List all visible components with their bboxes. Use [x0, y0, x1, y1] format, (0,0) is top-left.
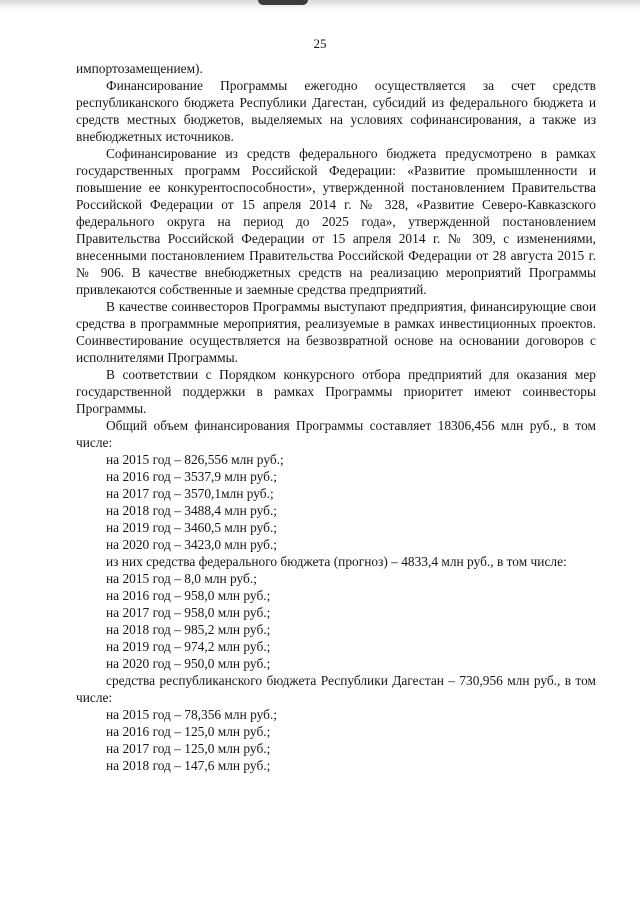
list-item: на 2016 год – 125,0 млн руб.;	[106, 724, 271, 739]
paragraph-coinvestors: В качестве соинвесторов Программы выступают предприятия, финансирующие свои средства в программные мероприятия, реализуемые в рамках инвестиционных проектов. Соинвестирование осуществляется на безвозвратной основе на основании договоров с исполнителями Программы.	[76, 299, 596, 365]
paragraph-continuation: импортозамещением).	[76, 61, 203, 76]
federal-budget-list	[76, 570, 596, 672]
paragraph-financing-sources: Финансирование Программы ежегодно осуществляется за счет средств республиканского бюджета Республики Дагестан, субсидий из федерального бюджета и средств местных бюджетов, выделяемых на условиях софинансирования, а также из внебюджетных источников.	[76, 78, 596, 144]
list-item: на 2018 год – 985,2 млн руб.;	[106, 622, 271, 637]
document-body	[76, 60, 596, 774]
list-item: на 2020 год – 3423,0 млн руб.;	[106, 537, 278, 552]
list-item: на 2019 год – 3460,5 млн руб.;	[106, 520, 278, 535]
paragraph-selection-order: В соответствии с Порядком конкурсного отбора предприятий для оказания мер государственной поддержки в рамках Программы приоритет имеют соинвесторы Программы.	[76, 367, 596, 416]
list-item: на 2017 год – 3570,1млн руб.;	[106, 486, 274, 501]
federal-budget-intro: из них средства федерального бюджета (прогноз) – 4833,4 млн руб., в том числе:	[106, 554, 567, 569]
list-item: на 2016 год – 3537,9 млн руб.;	[106, 469, 278, 484]
republic-budget-intro: средства республиканского бюджета Республики Дагестан – 730,956 млн руб., в том числе:	[76, 673, 596, 705]
list-item: на 2018 год – 147,6 млн руб.;	[106, 758, 271, 773]
list-item: на 2019 год – 974,2 млн руб.;	[106, 639, 271, 654]
scan-mark	[258, 0, 308, 5]
list-item: на 2016 год – 958,0 млн руб.;	[106, 588, 271, 603]
list-item: на 2015 год – 8,0 млн руб.;	[106, 571, 257, 586]
scan-edge	[0, 0, 640, 10]
page-number: 25	[313, 36, 327, 51]
list-item: на 2017 год – 958,0 млн руб.;	[106, 605, 271, 620]
list-item: на 2020 год – 950,0 млн руб.;	[106, 656, 271, 671]
list-item: на 2017 год – 125,0 млн руб.;	[106, 741, 271, 756]
list-item: на 2015 год – 826,556 млн руб.;	[106, 452, 284, 467]
republic-budget-list	[76, 706, 596, 774]
list-item: на 2018 год – 3488,4 млн руб.;	[106, 503, 278, 518]
paragraph-cofinancing: Софинансирование из средств федерального бюджета предусмотрено в рамках государственных программ Российской Федерации: «Развитие промышленности и повышение ее конкурентоспособности», утвержденной постановлением Правительства Российской Федерации от 15 апреля 2014 г. № 328, «Развитие Северо-Кавказского федерального округа на период до 2025 года», утвержденной постановлением Правительства Российской Федерации от 15 апреля 2014 г. № 309, с изменениями, внесенными постановлением Правительства Российской Федерации от 28 августа 2015 г. № 906. В качестве внебюджетных средств на реализацию мероприятий Программы привлекаются собственные и заемные средства предприятий.	[76, 146, 596, 297]
total-financing-list	[76, 451, 596, 553]
total-financing-intro: Общий объем финансирования Программы составляет 18306,456 млн руб., в том числе:	[76, 418, 596, 450]
list-item: на 2015 год – 78,356 млн руб.;	[106, 707, 278, 722]
